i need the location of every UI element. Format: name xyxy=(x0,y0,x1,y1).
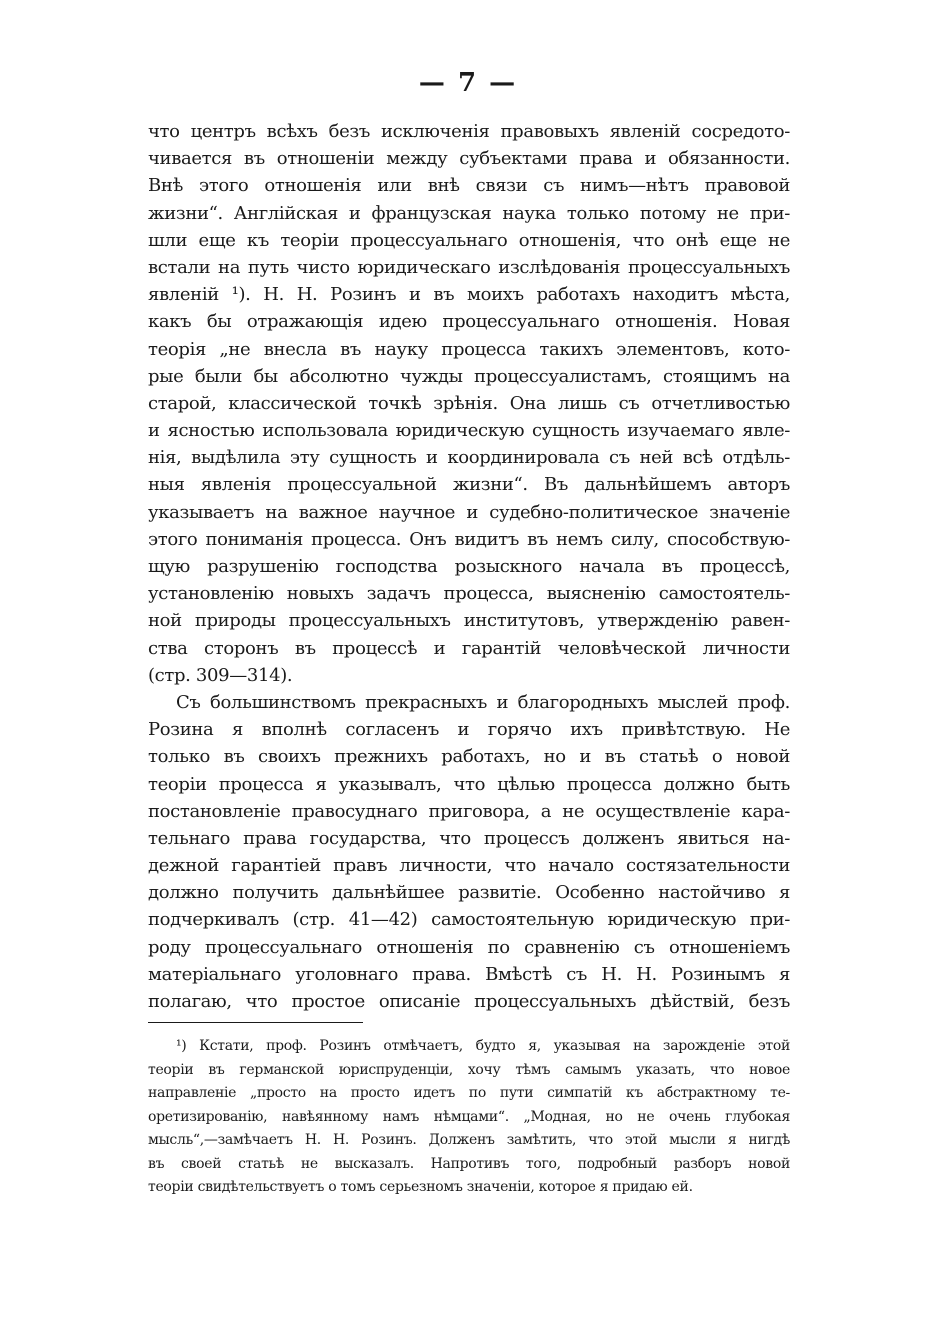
body-line: Внѣ этого отношенія или внѣ связи съ нимъ—нѣтъ правовой xyxy=(148,175,790,197)
body-line: рые были бы абсолютно чужды процессуалистамъ, стоящимъ на xyxy=(148,365,790,387)
body-line: теоріи процесса я указывалъ, что цѣлью процесса должно быть xyxy=(148,773,790,795)
body-line: роду процессуальнаго отношенія по сравненію съ отношеніемъ xyxy=(148,936,790,958)
footnote-line: направленіе „просто на просто идетъ по пути симпатій къ абстрактному те- xyxy=(148,1085,790,1101)
body-line: ства сторонъ въ процессѣ и гарантій человѣческой личности xyxy=(148,637,790,659)
footnote-line: въ своей статьѣ не высказалъ. Напротивъ того, подробный разборъ новой xyxy=(148,1155,790,1172)
body-line: матеріальнаго уголовнаго права. Вмѣстѣ съ Н. Н. Розинымъ я xyxy=(148,963,790,985)
body-line: тельнаго права государства, что процессъ долженъ явиться на- xyxy=(148,827,790,849)
body-line: теорія „не внесла въ науку процесса такихъ элементовъ, кото- xyxy=(148,338,790,360)
body-line: чивается въ отношеніи между субъектами права и обязанности. xyxy=(148,148,790,170)
body-line: полагаю, что простое описаніе процессуальныхъ дѣйствій, безъ xyxy=(148,991,790,1012)
body-line: постановленіе правосуднаго приговора, а не осуществленіе кара- xyxy=(148,800,790,822)
body-line: какъ бы отражающія идею процессуальнаго отношенія. Новая xyxy=(148,311,790,333)
body-line: подчеркивалъ (стр. 41—42) самостоятельную юридическую при- xyxy=(148,909,790,931)
body-line: старой, классической точкѣ зрѣнія. Она лишь съ отчетливостью xyxy=(148,392,790,414)
body-line: ной природы процессуальныхъ институтовъ, утвержденію равен- xyxy=(148,610,790,632)
body-line: и ясностью использовала юридическую сущность изучаемаго явле- xyxy=(148,420,790,442)
body-line: шли еще къ теоріи процессуальнаго отношенія, что онѣ еще не xyxy=(148,229,790,251)
footnote xyxy=(148,1035,790,1200)
body-line: указываетъ на важное научное и судебно-политическое значеніе xyxy=(148,501,790,523)
footnote-line: мысль“,—замѣчаетъ Н. Н. Розинъ. Долженъ замѣтить, что этой мысли я нигдѣ xyxy=(148,1132,790,1148)
footnote-line: оретизированію, навѣянному намъ нѣмцами“. „Модная, но не очень глубокая xyxy=(148,1108,790,1125)
body-line: явленій ¹). Н. Н. Розинъ и въ моихъ работахъ находитъ мѣста, xyxy=(148,284,790,306)
footnote-line: ¹) Кстати, проф. Розинъ отмѣчаетъ, будто я, указывая на зарожденіе этой xyxy=(176,1038,790,1054)
body-line: нія, выдѣлила эту сущность и координировала съ ней всѣ отдѣль- xyxy=(148,447,790,469)
body-text xyxy=(148,118,790,1015)
body-line: Розина я вполнѣ согласенъ и горячо ихъ привѣтствую. Не xyxy=(148,719,790,741)
body-line: что центръ всѣхъ безъ исключенія правовыхъ явленій сосредото- xyxy=(148,121,790,142)
body-line: щую разрушенію господства розыскного начала въ процессѣ, xyxy=(148,556,790,577)
body-line: должно получить дальнѣйшее развитіе. Особенно настойчиво я xyxy=(148,882,790,904)
footnote-line: теоріи въ германской юриспруденціи, хочу тѣмъ самымъ указать, что новое xyxy=(148,1061,790,1078)
body-line: встали на путь чисто юридическаго изслѣдованія процессуальныхъ xyxy=(148,256,790,278)
footnote-line: теоріи свидѣтельствуетъ о томъ серьезномъ значеніи, которое я придаю ей. xyxy=(148,1179,693,1195)
body-line: этого пониманія процесса. Онъ видитъ въ немъ силу, способствую- xyxy=(148,528,790,550)
body-line: установленію новыхъ задачъ процесса, выясненію самостоятель- xyxy=(148,583,790,605)
body-line: Съ большинствомъ прекрасныхъ и благородныхъ мыслей проф. xyxy=(176,691,790,713)
body-line: жизни“. Англійская и французская наука только потому не при- xyxy=(148,202,790,224)
body-line: ныя явленія процессуальной жизни“. Въ дальнѣйшемъ авторъ xyxy=(148,474,790,496)
body-line: только въ своихъ прежнихъ работахъ, но и въ статьѣ о новой xyxy=(148,746,790,768)
body-line: (стр. 309—314). xyxy=(148,664,293,686)
page-number: — 7 — xyxy=(418,68,518,98)
footnote-divider xyxy=(148,1022,363,1023)
body-line: дежной гарантіей правъ личности, что начало состязательности xyxy=(148,855,790,877)
